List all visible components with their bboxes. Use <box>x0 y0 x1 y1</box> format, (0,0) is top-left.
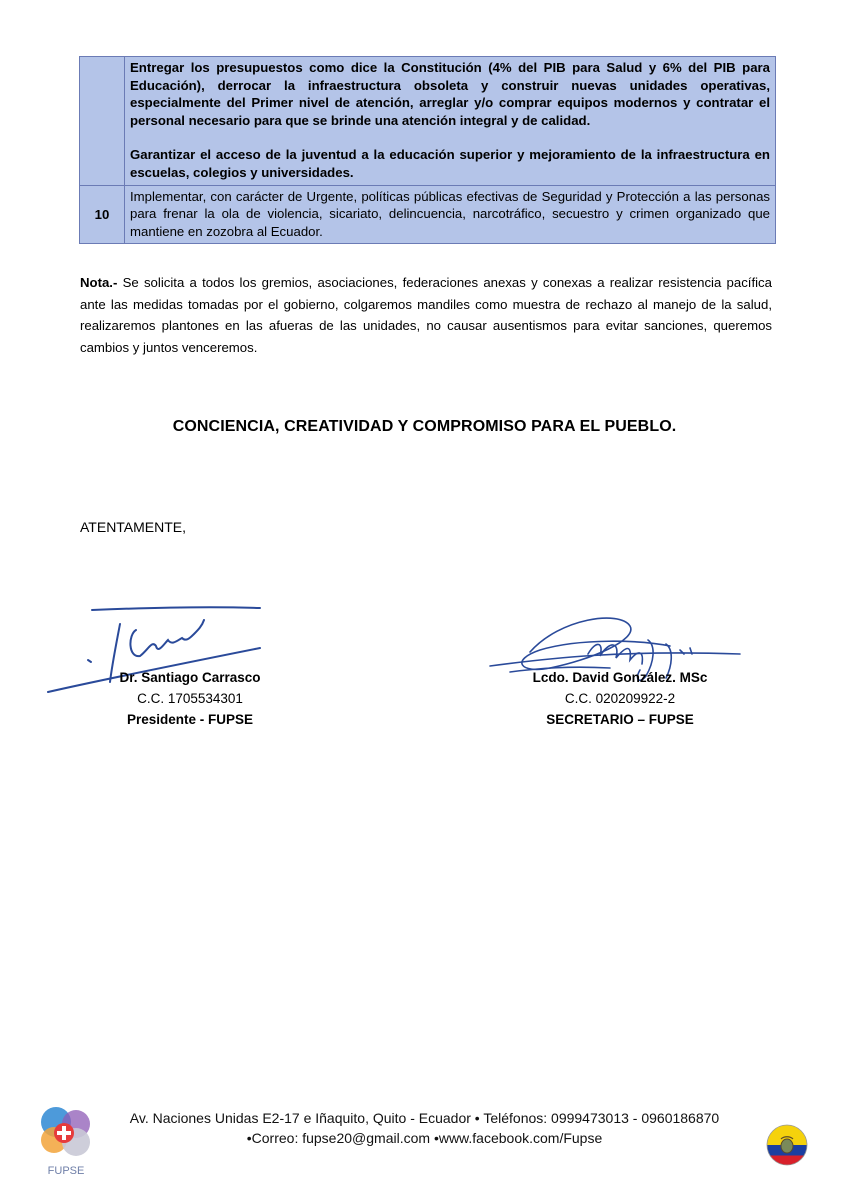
note-label: Nota.- <box>80 275 118 290</box>
footer <box>0 1108 849 1148</box>
note-paragraph <box>80 272 772 358</box>
row-paragraph: Garantizar el acceso de la juventud a la educación superior y mejoramiento de la infraestructura en escuelas, colegios y universidades. <box>130 147 770 180</box>
signature-block-secretary <box>500 667 740 730</box>
logo-text: FUPSE <box>47 1165 85 1177</box>
ecuador-flag-icon <box>766 1124 808 1166</box>
row-text: Implementar, con carácter de Urgente, políticas públicas efectivas de Seguridad y Protección a las personas para frenar la ola de violencia, sicariato, delincuencia, narcotráfico, secuestro y crimen organizado que mantiene en zozobra al Ecuador. <box>125 185 776 244</box>
table-row <box>80 57 776 186</box>
signatory-id: C.C. 1705534301 <box>137 691 243 706</box>
row-number: 10 <box>80 185 125 244</box>
table-row <box>80 185 776 244</box>
footer-contact: •Correo: fupse20@gmail.com •www.facebook.com/Fupse <box>246 1130 603 1146</box>
signatory-name: Dr. Santiago Carrasco <box>119 670 261 685</box>
row-number <box>80 57 125 186</box>
row-paragraph: Entregar los presupuestos como dice la Constitución (4% del PIB para Salud y 6% del PIB para Educación), derrocar la infraestructura obsoleta y construir nuevas unidades operativas, especialmente del Primer nivel de atención, arreglar y/o comprar equipos modernos y contratar el personal necesario para que se brinde una atención integral y de calidad. <box>130 60 770 128</box>
footer-address: Av. Naciones Unidas E2-17 e Iñaquito, Quito - Ecuador • Teléfonos: 0999473013 - 0960186870 <box>129 1110 720 1126</box>
closing-text: ATENTAMENTE, <box>80 519 187 535</box>
signatory-id: C.C. 020209922-2 <box>564 691 676 706</box>
row-text <box>125 57 776 186</box>
signatory-role: SECRETARIO – FUPSE <box>546 712 694 727</box>
signatory-role: Presidente - FUPSE <box>126 712 254 727</box>
signatory-name: Lcdo. David González. MSc <box>532 670 708 685</box>
note-text: Se solicita a todos los gremios, asociaciones, federaciones anexas y conexas a realizar resistencia pacífica ante las medidas tomadas por el gobierno, colgaremos mandiles como muestra de rechazo al manejo de la salud, realizaremos plantones en las afueras de las unidades, no causar ausentismos para evitar sanciones, queremos cambios y juntos venceremos. <box>80 275 772 355</box>
demands-table <box>79 56 776 244</box>
motto-heading: CONCIENCIA, CREATIVIDAD Y COMPROMISO PARA EL PUEBLO. <box>172 418 677 435</box>
signature-block-president <box>70 667 310 730</box>
